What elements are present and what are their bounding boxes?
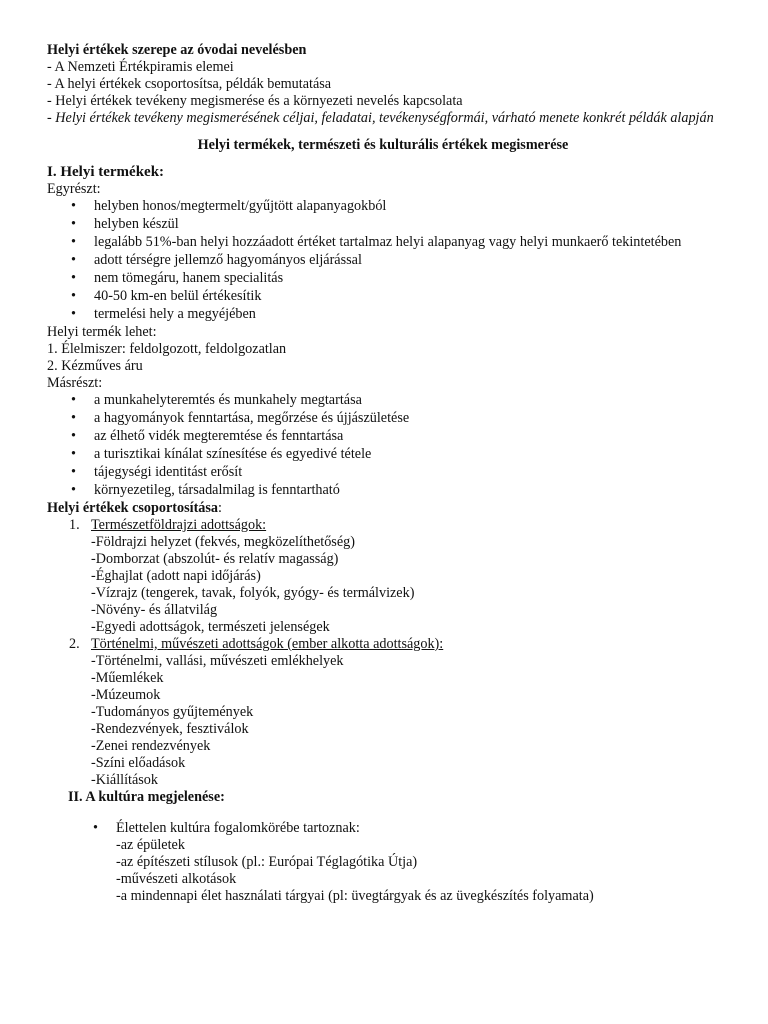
group-entry: -Történelmi, vallási, művészeti emlékhelyek (91, 653, 344, 669)
masreszt-list (47, 392, 719, 500)
group-entry: -Vízrajz (tengerek, tavak, folyók, gyógy- és termálvizek) (91, 585, 415, 601)
list-item (47, 820, 719, 905)
grouping-title: Helyi értékek csoportosítása: (47, 500, 222, 516)
bullet-icon: • (71, 288, 76, 304)
section1-title: I. Helyi termékek: (47, 164, 165, 180)
bullet-icon: • (71, 464, 76, 480)
group-item (47, 636, 719, 789)
group-entry: -Kiállítások (91, 772, 158, 788)
bullet-icon: • (71, 392, 76, 408)
bullet-icon: • (71, 428, 76, 444)
group-number: 2. (69, 636, 80, 652)
group-entry: -Rendezvények, fesztiválok (91, 721, 249, 737)
bullet-icon: • (71, 198, 76, 214)
group-number: 1. (69, 517, 80, 533)
lehet-item: 2. Kézműves áru (47, 358, 143, 374)
section2-title: II. A kultúra megjelenése: (68, 789, 225, 805)
group-entry: -Földrajzi helyzet (fekvés, megközelíthetőség) (91, 534, 355, 550)
lehet-label: Helyi termék lehet: (47, 324, 157, 340)
intro-line: - A helyi értékek csoportosítsa, példák bemutatása (47, 76, 332, 92)
list-item: • nem tömegáru, hanem specialitás (71, 270, 284, 286)
group-entry: -Színi előadások (91, 755, 186, 771)
list-item: • környezetileg, társadalmilag is fenntartható (71, 482, 340, 498)
group-entry: -Zenei rendezvények (91, 738, 211, 754)
group-entry: -Tudományos gyűjtemények (91, 704, 254, 720)
list-item: • a turisztikai kínálat színesítése és egyedivé tétele (71, 446, 372, 462)
section2-entry: -az épületek (116, 837, 185, 853)
bullet-icon: • (71, 234, 76, 250)
center-title: Helyi termékek, természeti és kulturális értékek megismerése (197, 137, 569, 153)
bullet-icon: • (71, 410, 76, 426)
section2-entry: -az építészeti stílusok (pl.: Európai Téglagótika Útja) (116, 854, 418, 870)
list-item: • a munkahelyteremtés és munkahely megtartása (71, 392, 362, 408)
section2-entry: -művészeti alkotások (116, 871, 237, 887)
intro-title: Helyi értékek szerepe az óvodai nevelésben (47, 42, 307, 58)
bullet-icon: • (71, 270, 76, 286)
lehet-item: 1. Élelmiszer: feldolgozott, feldolgozatlan (47, 341, 287, 357)
group-entry: -Éghajlat (adott napi időjárás) (91, 568, 261, 584)
group-entry: -Egyedi adottságok, természeti jelenségek (91, 619, 330, 635)
bullet-icon: • (93, 820, 98, 836)
section2-list (47, 820, 719, 905)
section2-entry: -a mindennapi élet használati tárgyai (pl: üvegtárgyak és az üvegkészítés folyamata) (116, 888, 594, 904)
masreszt-label: Másrészt: (47, 375, 103, 391)
list-item: • a hagyományok fenntartása, megőrzése és újjászületése (71, 410, 410, 426)
egyreszt-label: Egyrészt: (47, 181, 101, 197)
document-page (47, 42, 719, 905)
intro-italic-line: - Helyi értékek tevékeny megismerésének céljai, feladatai, tevékenységformái, várható menete konkrét példák alapján (47, 110, 714, 126)
group-entry: -Múzeumok (91, 687, 161, 703)
bullet-icon: • (71, 306, 76, 322)
group-entry: -Műemlékek (91, 670, 164, 686)
bullet-icon: • (71, 482, 76, 498)
list-item: • legalább 51%-ban helyi hozzáadott értéket tartalmaz helyi alapanyag vagy helyi munkaerő tekintetében (71, 234, 682, 250)
group-title: Természetföldrajzi adottságok: (91, 517, 267, 533)
list-item: • az élhető vidék megteremtése és fenntartása (71, 428, 344, 444)
list-item: • helyben készül (71, 216, 179, 232)
list-item: • termelési hely a megyéjében (71, 306, 256, 322)
egyreszt-list (47, 198, 719, 324)
list-item: • tájegységi identitást erősít (71, 464, 243, 480)
list-item: • adott térségre jellemző hagyományos eljárással (71, 252, 362, 268)
bullet-icon: • (71, 446, 76, 462)
list-item: • helyben honos/megtermelt/gyűjtött alapanyagokból (71, 198, 387, 214)
bullet-icon: • (71, 252, 76, 268)
group-entry: -Domborzat (abszolút- és relatív magasság) (91, 551, 339, 567)
group-item (47, 517, 719, 636)
grouping-list (47, 517, 719, 789)
list-item: • 40-50 km-en belül értékesítik (71, 288, 262, 304)
section2-bullet-title: Élettelen kultúra fogalomkörébe tartoznak: (116, 820, 360, 836)
group-title: Történelmi, művészeti adottságok (ember alkotta adottságok): (91, 636, 444, 652)
intro-line: - Helyi értékek tevékeny megismerése és a környezeti nevelés kapcsolata (47, 93, 463, 109)
group-entry: -Növény- és állatvilág (91, 602, 218, 618)
bullet-icon: • (71, 216, 76, 232)
intro-line: - A Nemzeti Értékpiramis elemei (47, 59, 234, 75)
